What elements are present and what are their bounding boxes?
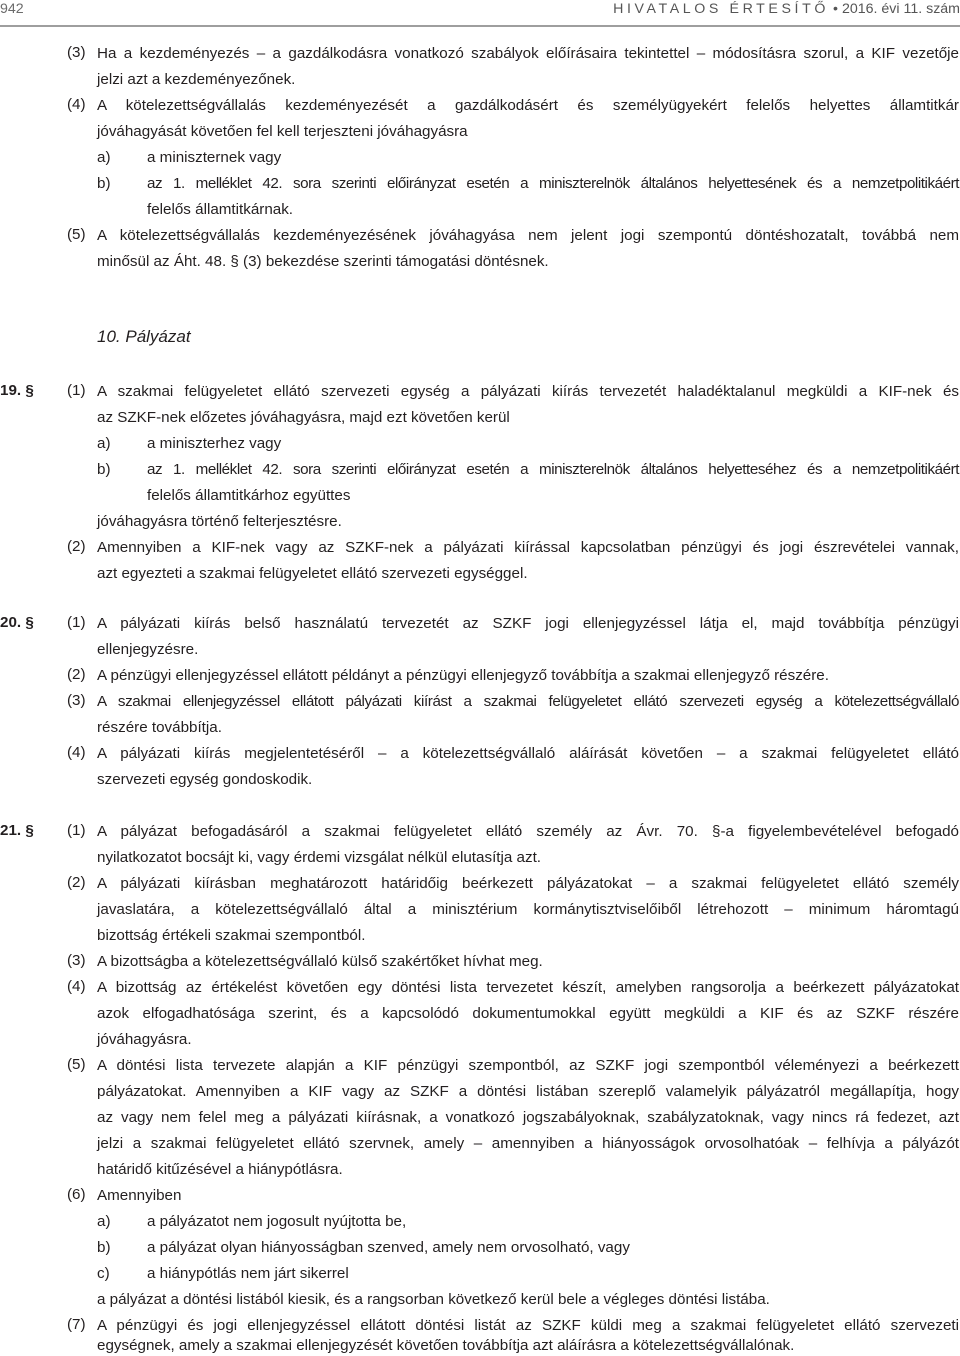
paragraph-line: bizottság értékeli szakmai szempontból.: [97, 927, 366, 944]
list-item: felelős államtitkárhoz együttes: [147, 487, 351, 504]
paragraph-line: határidő kitűzésével a hiánypótlásra.: [97, 1161, 343, 1178]
paragraph-line: A kötelezettségvállalás kezdeményezését a gazdálkodásért és személyügyekért felelős helyettes államtitkár: [97, 97, 959, 114]
paragraph-number: (2): [67, 666, 86, 683]
journal-name: HIVATALOS ÉRTESÍTŐ: [613, 1, 829, 17]
list-label: a): [97, 149, 111, 166]
journal-title: [613, 1, 960, 17]
list-item: a miniszterhez vagy: [147, 435, 282, 452]
paragraph-number: (3): [67, 952, 86, 969]
paragraph-number: (7): [67, 1316, 86, 1333]
running-header: [0, 0, 960, 26]
list-item: az 1. melléklet 42. sora szerinti előirányzat esetén a miniszterelnök általános helyetteséhez és a nemzetpolitikáért: [147, 461, 959, 478]
paragraph-number: (5): [67, 1056, 86, 1073]
paragraph-line: nyilatkozatot bocsájt ki, vagy érdemi vizsgálat nélkül elutasítja azt.: [97, 849, 542, 866]
paragraph-line: Amennyiben a KIF-nek vagy az SZKF-nek a pályázati kiírással kapcsolatban pénzügyi és jogi észrevételei vannak,: [97, 539, 959, 556]
list-label: a): [97, 1213, 111, 1230]
list-label: b): [97, 1239, 111, 1256]
list-item: az 1. melléklet 42. sora szerinti előirányzat esetén a miniszterelnök általános helyettesének és a nemzetpolitikáért: [147, 175, 959, 192]
paragraph-line: A bizottság az értékelést követően egy döntési lista tervezetet készít, amelyben rangsorolja a beérkezett pályázatokat: [97, 979, 959, 996]
paragraph-line: jóváhagyását követően fel kell terjeszteni jóváhagyásra: [97, 123, 468, 140]
paragraph-line: azok elfogadhatósága szerint, és a kapcsolódó dokumentumokkal együtt megküldi a KIF és az SZKF részére: [97, 1005, 959, 1022]
paragraph-line: A pályázati kiírás megjelentetéséről – a kötelezettségvállaló aláírását követően – a szakmai felügyeletet ellátó: [97, 745, 959, 762]
paragraph-line: pályázatokat. Amennyiben a KIF vagy az SZKF a döntési listában szereplő valamelyik pályázatról megállapítja, hogy: [97, 1083, 959, 1100]
paragraph-number: (2): [67, 874, 86, 891]
paragraph-line: A pénzügyi és jogi ellenjegyzéssel ellátott döntési listát az SZKF küldi meg a szakmai felügyeletet ellátó szervezeti: [97, 1317, 959, 1334]
page-number: 942: [0, 1, 24, 17]
paragraph-line: szervezeti egység gondoskodik.: [97, 771, 313, 788]
paragraph-number: (5): [67, 226, 86, 243]
paragraph-number: (4): [67, 978, 86, 995]
list-item: a pályázat olyan hiányosságban szenved, amely nem orvosolható, vagy: [147, 1239, 630, 1256]
paragraph-line: a pályázat a döntési listából kiesik, és a rangsorban következő kerül bele a végleges döntési listába.: [97, 1291, 770, 1308]
paragraph-line: egységnek, amely a szakmai ellenjegyzését követően továbbítja azt aláírásra a kötelezettségvállalónak.: [97, 1337, 795, 1354]
paragraph-line: A pénzügyi ellenjegyzéssel ellátott példányt a pénzügyi ellenjegyző továbbítja a szakmai ellenjegyző részére.: [97, 667, 829, 684]
paragraph-line: Ha a kezdeményezés – a gazdálkodásra vonatkozó szabályok előírásaira tekintettel – módosításra szorul, a KIF vezetője: [97, 45, 959, 62]
paragraph-number: (1): [67, 614, 86, 631]
paragraph-line: javaslatára, a kötelezettségvállaló által a minisztérium kormánytisztviselőiből létrehozott – minimum háromtagú: [97, 901, 959, 918]
paragraph-line: részére továbbítja.: [97, 719, 222, 736]
paragraph-line: az SZKF-nek előzetes jóváhagyásra, majd ezt követően kerül: [97, 409, 510, 426]
paragraph-line: azt egyezteti a szakmai felügyeletet ellátó szervezeti egységgel.: [97, 565, 528, 582]
list-label: b): [97, 175, 111, 192]
paragraph-number: (1): [67, 382, 86, 399]
list-item: a miniszternek vagy: [147, 149, 282, 166]
paragraph-line: minősül az Áht. 48. § (3) bekezdése szerinti támogatási döntésnek.: [97, 253, 549, 270]
section-label: 19. §: [0, 382, 34, 399]
paragraph-line: A szakmai ellenjegyzéssel ellátott pályázati kiírást a szakmai felügyeletet ellátó szervezeti egység a kötelezettségvállaló: [97, 693, 959, 710]
paragraph-number: (3): [67, 692, 86, 709]
list-item: a hiánypótlás nem járt sikerrel: [147, 1265, 349, 1282]
list-item: a pályázatot nem jogosult nyújtotta be,: [147, 1213, 407, 1230]
paragraph-line: A pályázati kiírás belső használatú tervezetét az SZKF jogi ellenjegyzéssel látja el, majd továbbítja pénzügyi: [97, 615, 959, 632]
paragraph-line: A szakmai felügyeletet ellátó szervezeti egység a pályázati kiírás tervezetét haladéktalanul megküldi a KIF-nek és: [97, 383, 959, 400]
paragraph-line: A bizottságba a kötelezettségvállaló külső szakértőket hívhat meg.: [97, 953, 543, 970]
paragraph-line: A döntési lista tervezete alapján a KIF pénzügyi szempontból, az SZKF jogi szempontból véleményezi a beérkezett: [97, 1057, 959, 1074]
paragraph-number: (6): [67, 1186, 86, 1203]
paragraph-number: (3): [67, 44, 86, 61]
paragraph-line: az vagy nem felel meg a pályázati kiírásnak, a vonatkozó jogszabályoknak, szabályzatoknak, vagy nincs rá fedezet, azt: [97, 1109, 959, 1126]
paragraph-number: (1): [67, 822, 86, 839]
paragraph-line: A pályázati kiírásban meghatározott határidőig beérkezett pályázatokat – a szakmai felügyeletet ellátó személy: [97, 875, 959, 892]
paragraph-line: A kötelezettségvállalás kezdeményezésének jóváhagyása nem jelent jogi szempontú döntéshozatalt, továbbá nem: [97, 227, 959, 244]
paragraph-line: A pályázat befogadásáról a szakmai felügyeletet ellátó személy az Ávr. 70. §-a figyelembevételével befogadó: [97, 823, 959, 840]
paragraph-line: jóváhagyásra.: [97, 1031, 192, 1048]
list-label: a): [97, 435, 111, 452]
list-label: c): [97, 1265, 110, 1282]
section-heading: 10. Pályázat: [97, 327, 191, 346]
paragraph-line: jóváhagyásra történő felterjesztésre.: [97, 513, 342, 530]
paragraph-number: (4): [67, 96, 86, 113]
header-separator: •: [833, 1, 838, 17]
paragraph-line: ellenjegyzésre.: [97, 641, 199, 658]
issue-label: 2016. évi 11. szám: [841, 1, 960, 17]
paragraph-line: jelzi a szakmai felügyeletet ellátó szervnek, amely – amennyiben a hiányosságok orvosolhatóak – felhívja a pályázót: [97, 1135, 959, 1152]
list-item: felelős államtitkárnak.: [147, 201, 294, 218]
list-label: b): [97, 461, 111, 478]
paragraph-line: jelzi azt a kezdeményezőnek.: [97, 71, 296, 88]
section-label: 20. §: [0, 614, 34, 631]
section-label: 21. §: [0, 822, 34, 839]
paragraph-number: (4): [67, 744, 86, 761]
paragraph-line: Amennyiben: [97, 1187, 182, 1204]
paragraph-number: (2): [67, 538, 86, 555]
header-rule: [0, 25, 960, 27]
